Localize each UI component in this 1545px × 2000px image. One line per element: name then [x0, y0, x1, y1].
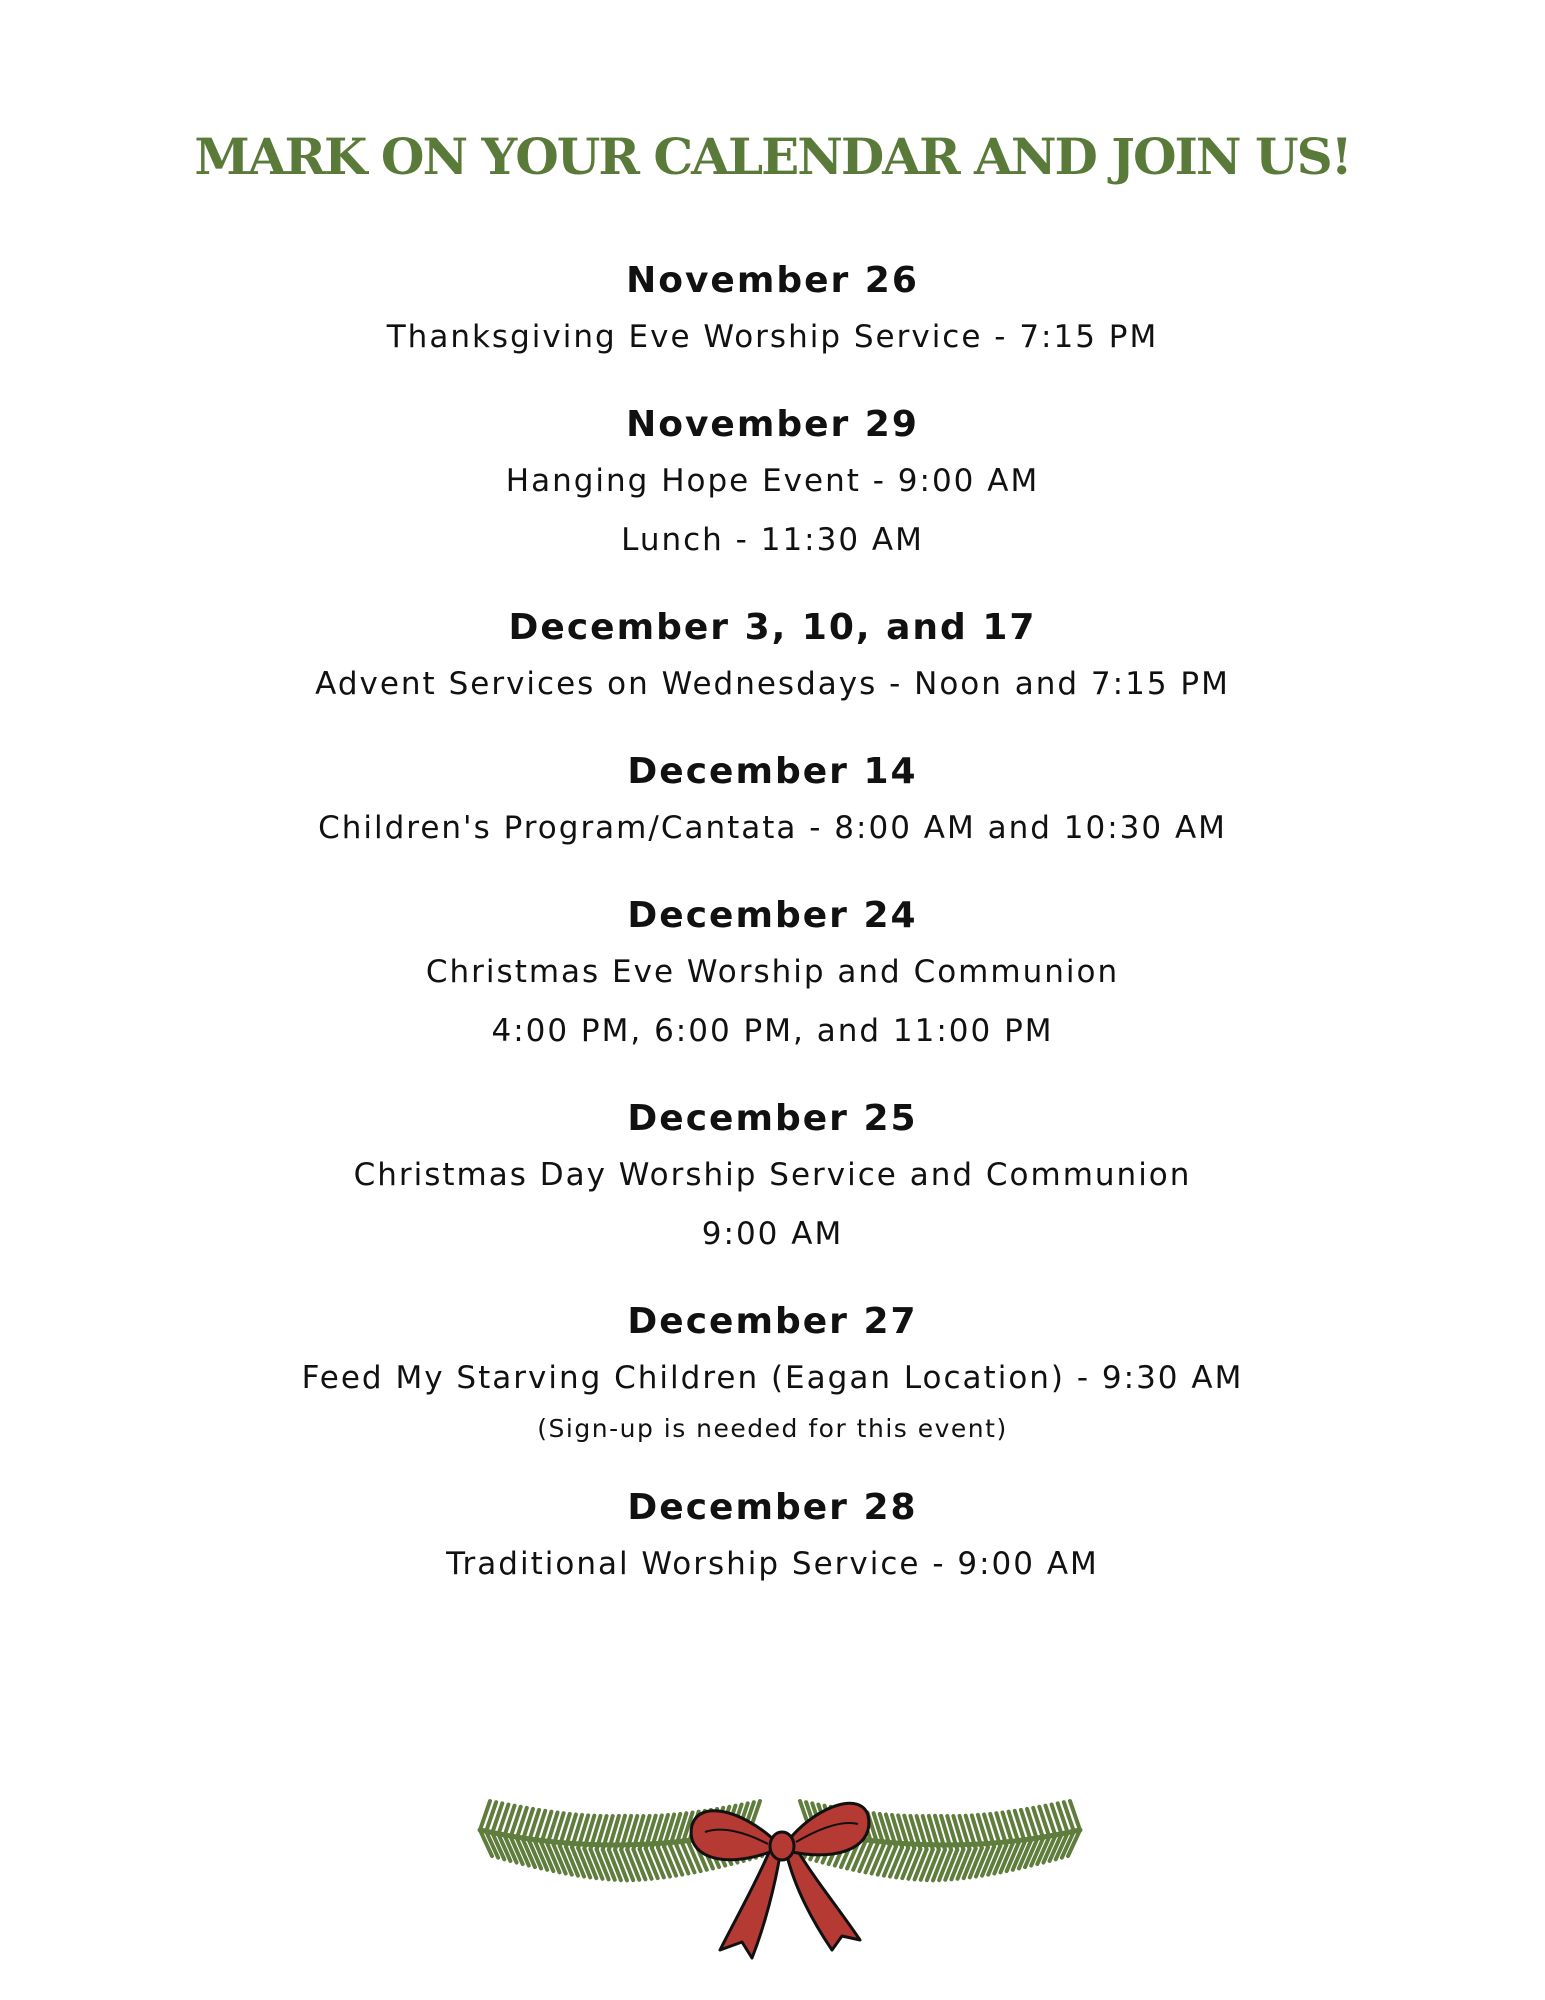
event-date: December 28: [627, 1487, 918, 1528]
event-date: November 29: [626, 404, 919, 445]
event-detail: 4:00 PM, 6:00 PM, and 11:00 PM: [491, 1013, 1054, 1049]
event-item: [0, 889, 1545, 1061]
event-detail: Christmas Eve Worship and Communion: [425, 954, 1120, 990]
event-detail: Thanksgiving Eve Worship Service - 7:15 PM: [386, 319, 1159, 355]
event-detail: Advent Services on Wednesdays - Noon and 7:15 PM: [315, 666, 1230, 702]
event-date: December 14: [627, 751, 918, 792]
event-detail: Lunch - 11:30 AM: [621, 522, 924, 558]
event-item: [0, 1481, 1545, 1594]
event-item: [0, 1295, 1545, 1450]
event-date: December 27: [627, 1301, 918, 1342]
event-item: [0, 601, 1545, 714]
event-detail: Feed My Starving Children (Eagan Location) - 9:30 AM: [301, 1360, 1244, 1396]
event-detail: Children's Program/Cantata - 8:00 AM and 10:30 AM: [318, 810, 1227, 846]
event-date: November 26: [626, 260, 919, 301]
event-item: [0, 1092, 1545, 1264]
event-item: [0, 254, 1545, 367]
event-note: (Sign-up is needed for this event): [537, 1414, 1008, 1443]
event-list: [0, 254, 1545, 1625]
event-date: December 3, 10, and 17: [508, 607, 1037, 648]
event-date: December 25: [627, 1098, 918, 1139]
page-title: MARK ON YOUR CALENDAR AND JOIN US!: [194, 127, 1351, 186]
event-detail: 9:00 AM: [701, 1216, 844, 1252]
event-detail: Hanging Hope Event - 9:00 AM: [505, 463, 1040, 499]
garland-bow-icon: [470, 1760, 1090, 1960]
event-detail: Traditional Worship Service - 9:00 AM: [446, 1546, 1099, 1582]
bow-icon: [691, 1803, 869, 1958]
event-date: December 24: [627, 895, 918, 936]
event-detail: Christmas Day Worship Service and Communion: [353, 1157, 1192, 1193]
event-item: [0, 745, 1545, 858]
event-item: [0, 398, 1545, 570]
